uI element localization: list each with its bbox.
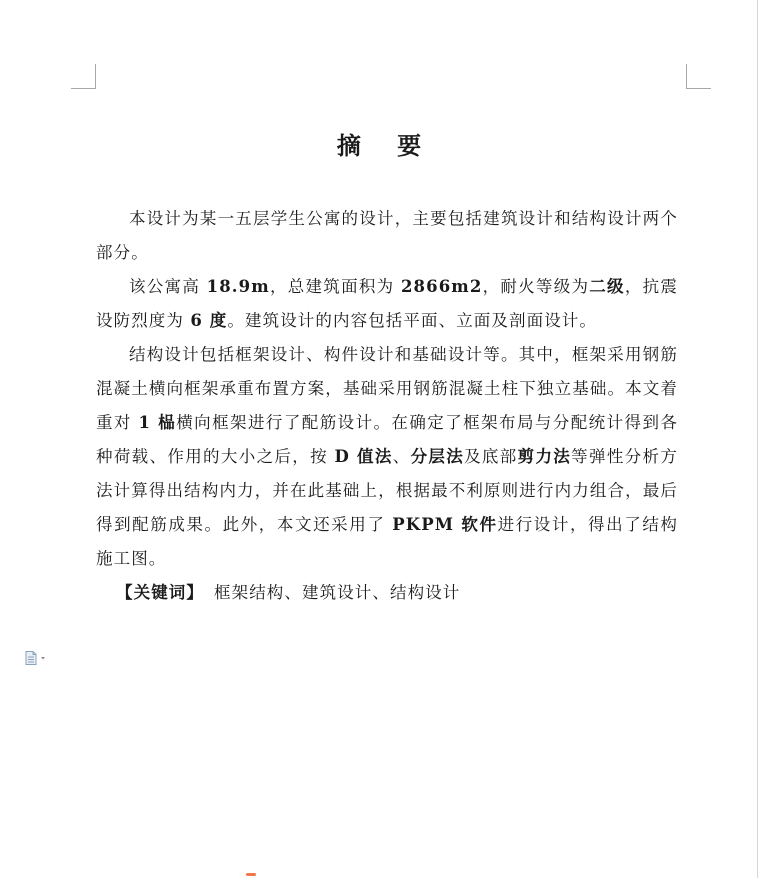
text-run: ，抗震设防烈度为 <box>96 277 679 330</box>
bold-text-run: D 值法 <box>334 447 393 466</box>
margin-corner-top-left <box>71 64 96 89</box>
bold-text-run: 剪力法 <box>517 447 572 466</box>
text-run: ，耐火等级为 <box>482 277 590 296</box>
text-run: 进行设计，得出了结构施工图。 <box>96 515 679 568</box>
text-run: 。建筑设计的内容包括平面、立面及剖面设计。 <box>227 311 597 330</box>
abstract-paragraph <box>96 202 678 270</box>
document-options-icon[interactable] <box>25 651 47 665</box>
abstract-paragraph <box>96 270 678 338</box>
text-run: 、 <box>392 447 411 466</box>
text-run: 结构设计包括框架设计、构件设计和基础设计等。其中，框架采用钢筋混凝土横向框架承重布置方案，基础采用钢筋混凝土柱下独立基础。本文着重对 <box>96 345 678 432</box>
document-options-glyph <box>25 651 47 665</box>
bold-text-run: 6 度 <box>190 311 228 330</box>
bold-text-run: 二级 <box>589 277 625 296</box>
bold-text-run: 分层法 <box>410 447 465 466</box>
keywords-text: 框架结构、建筑设计、结构设计 <box>214 583 461 602</box>
text-run: 等弹性分析方法计算得出结构内力，并在此基础上，根据最不利原则进行内力组合，最后得到配筋成果。此外，本文还采用了 <box>96 447 678 534</box>
document-body <box>96 202 678 610</box>
bold-text-run: 2866m2 <box>400 277 483 296</box>
cursor-mark <box>246 873 256 876</box>
abstract-paragraph <box>96 338 678 576</box>
bold-text-run: PKPM 软件 <box>392 515 498 534</box>
keywords-line <box>96 576 678 610</box>
bold-text-run: 18.9m <box>206 277 270 296</box>
margin-corner-top-right <box>686 64 711 89</box>
text-run: ，总建筑面积为 <box>269 277 401 296</box>
keywords-label: 【关键词】 <box>116 583 204 602</box>
abstract-paragraphs <box>96 202 678 576</box>
abstract-title: 摘 要 <box>336 131 436 160</box>
text-run: 该公寓高 <box>129 277 207 296</box>
text-run: 横向框架进行了配筋设计。在确定了框架布局与分配统计得到各种荷载、作用的大小之后，按 <box>96 413 679 466</box>
bold-text-run: 1 榀 <box>138 413 177 432</box>
text-run: 及底部 <box>464 447 518 466</box>
text-run: 本设计为某一五层学生公寓的设计，主要包括建筑设计和结构设计两个部分。 <box>96 209 678 262</box>
